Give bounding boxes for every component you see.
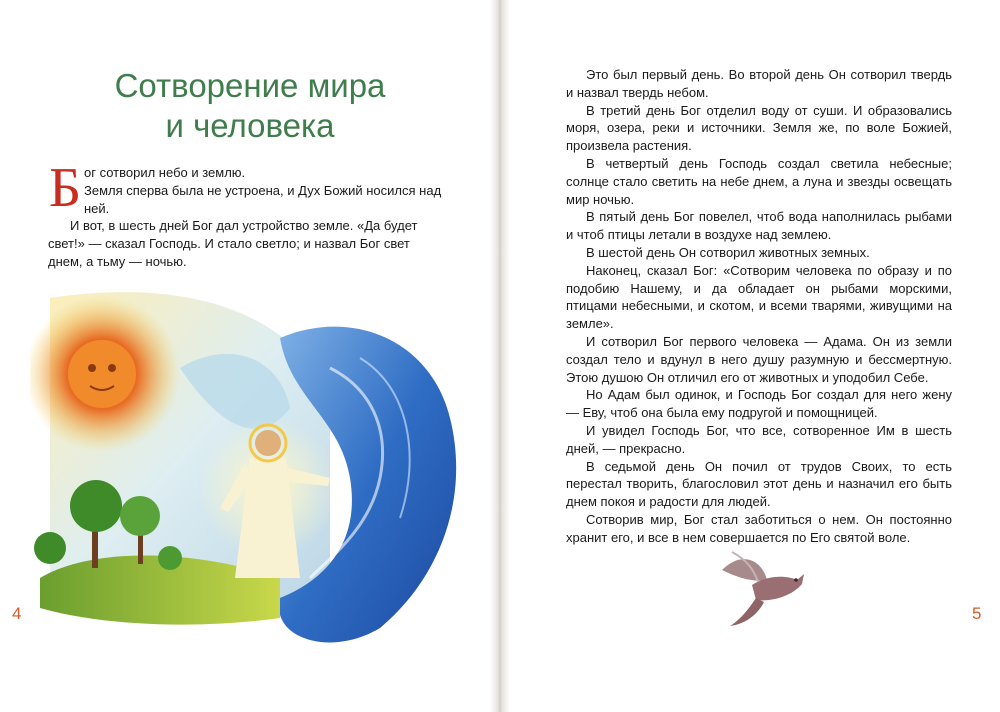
dove-illustration <box>712 540 812 630</box>
left-page-text <box>48 164 444 271</box>
paragraph: И увидел Господь Бог, что все, сотворенное Им в шесть дней, — прекрасно. <box>566 422 952 456</box>
creation-illustration <box>30 278 470 658</box>
page-title <box>60 66 440 146</box>
page-number-right: 5 <box>972 604 982 623</box>
drop-cap: Б <box>49 157 82 219</box>
right-page-text <box>566 66 952 547</box>
paragraph: И сотворил Бог первого человека — Адама. Он из земли создал тело и вдунул в него душу разумную и бессмертную. Этою душою Он отличил его от животных и уподобил Себе. <box>566 333 952 385</box>
paragraph: В третий день Бог отделил воду от суши. И образовались моря, озера, реки и источники. Земля же, по воле Божией, произвела растения. <box>566 102 952 154</box>
paragraph-1-line-2: Земля сперва была не устроена, и Дух Божий носился над ней. <box>84 182 442 216</box>
paragraph-1-line-1: ог сотворил небо и землю. <box>84 165 246 180</box>
left-page <box>0 0 497 712</box>
paragraph-2: И вот, в шесть дней Бог дал устройство земле. «Да будет свет!» — сказал Господь. И стало светло; и назвал Бог свет днем, а тьму — ночью. <box>48 218 418 269</box>
paragraph: В пятый день Бог повелел, чтоб вода наполнилась рыбами и чтоб птицы летали в воздухе над землею. <box>566 209 952 243</box>
paragraph: Но Адам был одинок, и Господь Бог создал для него жену — Еву, чтоб она была ему подругой и помощницей. <box>566 387 952 421</box>
paragraph: В четвертый день Господь создал светила небесные; солнце стало светить на небе днем, а луна и звезды освещать мир ночью. <box>566 155 952 207</box>
paragraph: Сотворив мир, Бог стал заботиться о нем. Он постоянно хранит его, и все в нем совершается по Его святой воле. <box>566 511 952 545</box>
paragraph: Это был первый день. Во второй день Он сотворил твердь и назвал твердь небом. <box>566 67 952 100</box>
paragraph: Наконец, сказал Бог: «Сотворим человека по образу и по подобию Нашему, и да обладает он рыбами морскими, птицами небесными, и скотом, и всеми тварями, живущими на земле». <box>566 262 952 332</box>
title-line-2: и человека <box>165 107 335 144</box>
title-line-1: Сотворение мира <box>114 67 386 104</box>
page-number-left: 4 <box>12 604 22 623</box>
paragraph: В шестой день Он сотворил животных земных. <box>586 244 870 260</box>
paragraph: В седьмой день Он почил от трудов Своих, то есть перестал творить, благословил этот день и назначил его быть днем покоя и радости для людей. <box>566 458 952 510</box>
book-gutter <box>490 0 510 712</box>
